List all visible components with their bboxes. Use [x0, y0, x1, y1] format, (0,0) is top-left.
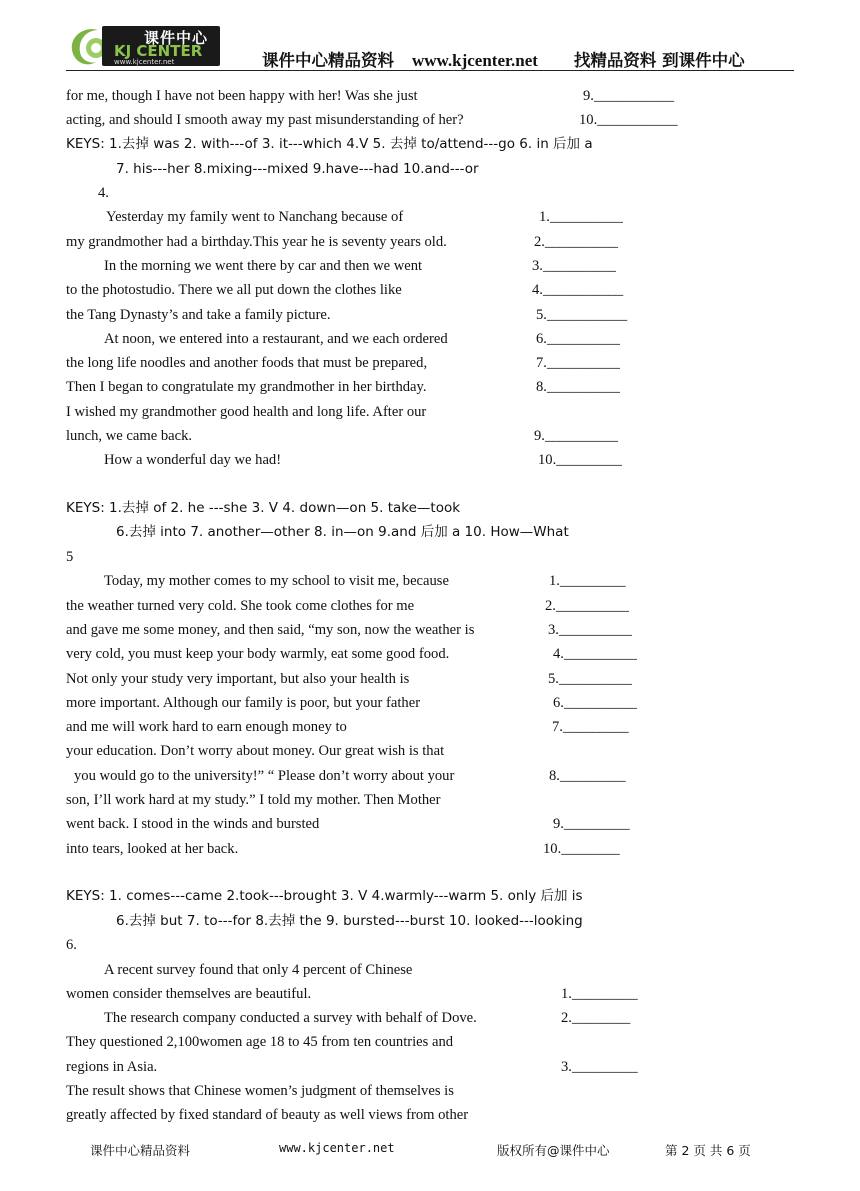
page-header: [66, 18, 794, 72]
answer-blank: 10.________: [543, 841, 620, 857]
text-line: acting, and should I smooth away my past misunderstanding of her?: [66, 112, 464, 128]
header-title-right: 找精品资料 到课件中心: [573, 51, 745, 70]
text-line: How a wonderful day we had!: [104, 452, 282, 468]
logo-en-text: KJ CENTER: [114, 42, 203, 60]
text-line: women consider themselves are beautiful.: [66, 986, 312, 1002]
keys-line: 6.去掉 into 7. another—other 8. in—on 9.and 后加 a 10. How—What: [116, 524, 569, 540]
text-line: into tears, looked at her back.: [66, 841, 239, 857]
footer-page-number: 第 2 页 共 6 页: [665, 1143, 751, 1158]
answer-blank: 3._________: [561, 1059, 638, 1075]
header-title: [262, 47, 745, 71]
answer-blank: 9.__________: [534, 428, 618, 444]
answer-blank: 10.___________: [579, 112, 678, 128]
text-line: The result shows that Chinese women’s judgment of themselves is: [66, 1083, 454, 1099]
text-line: They questioned 2,100women age 18 to 45 from ten countries and: [66, 1034, 454, 1050]
header-divider: [66, 70, 794, 71]
keys-line: 7. his---her 8.mixing---mixed 9.have---had 10.and---or: [116, 161, 479, 177]
text-line: I wished my grandmother good health and long life. After our: [66, 404, 427, 420]
answer-blank: 1._________: [561, 986, 638, 1002]
text-line: and gave me some money, and then said, “my son, now the weather is: [66, 622, 475, 638]
answer-blank: 3.__________: [548, 622, 632, 638]
text-line: greatly affected by fixed standard of beauty as well views from other: [66, 1107, 469, 1123]
answer-blank: 8._________: [549, 768, 626, 784]
answer-blank: 1._________: [549, 573, 626, 589]
answer-blank: 2.__________: [545, 598, 629, 614]
keys-line: 6.去掉 but 7. to---for 8.去掉 the 9. bursted---burst 10. looked---looking: [116, 913, 583, 929]
text-line: to the photostudio. There we all put down the clothes like: [66, 282, 402, 298]
answer-blank: 5.___________: [536, 307, 628, 323]
answer-blank: 4.__________: [553, 646, 637, 662]
footer-left: 课件中心精品资料: [90, 1143, 191, 1158]
text-line: my grandmother had a birthday.This year he is seventy years old.: [66, 234, 447, 250]
section-number: 6.: [66, 937, 77, 953]
text-line: At noon, we entered into a restaurant, and we each ordered: [104, 331, 448, 347]
logo-cn-text: 课件中心: [144, 29, 209, 47]
answer-blank: 8.__________: [536, 379, 620, 395]
text-line: lunch, we came back.: [66, 428, 193, 444]
keys-line: KEYS: 1.去掉 was 2. with---of 3. it---which 4.V 5. 去掉 to/attend---go 6. in 后加 a: [66, 136, 593, 152]
answer-blank: 3.__________: [532, 258, 616, 274]
answer-blank: 2.__________: [534, 234, 618, 250]
text-line: went back. I stood in the winds and bursted: [66, 816, 320, 832]
answer-blank: 10._________: [538, 452, 622, 468]
keys-line: KEYS: 1. comes---came 2.took---brought 3. V 4.warmly---warm 5. only 后加 is: [66, 888, 583, 904]
logo-url-text: www.kjcenter.net: [114, 58, 175, 66]
text-line: The research company conducted a survey with behalf of Dove.: [104, 1010, 477, 1026]
text-line: you would go to the university!” “ Please don’t worry about your: [74, 768, 455, 784]
text-line: for me, though I have not been happy with her! Was she just: [66, 88, 418, 104]
answer-blank: 9.___________: [583, 88, 675, 104]
answer-blank: 1.__________: [539, 209, 623, 225]
section-number: 4.: [98, 185, 109, 201]
section-number: 5: [66, 549, 74, 565]
text-line: Then I began to congratulate my grandmother in her birthday.: [66, 379, 427, 395]
text-line: Not only your study very important, but also your health is: [66, 671, 410, 687]
text-line: the weather turned very cold. She took come clothes for me: [66, 598, 415, 614]
header-title-left: 课件中心精品资料: [262, 51, 394, 70]
text-line: regions in Asia.: [66, 1059, 158, 1075]
kjcenter-logo: [66, 20, 222, 68]
text-line: A recent survey found that only 4 percent of Chinese: [104, 962, 413, 978]
text-line: your education. Don’t worry about money. Our great wish is that: [66, 743, 445, 759]
text-line: son, I’ll work hard at my study.” I told my mother. Then Mother: [66, 792, 441, 808]
text-line: more important. Although our family is poor, but your father: [66, 695, 421, 711]
text-line: the long life noodles and another foods that must be prepared,: [66, 355, 428, 371]
footer-url[interactable]: www.kjcenter.net: [279, 1141, 395, 1155]
text-line: Yesterday my family went to Nanchang because of: [106, 209, 404, 225]
text-line: In the morning we went there by car and then we went: [104, 258, 423, 274]
answer-blank: 6.__________: [553, 695, 637, 711]
text-line: and me will work hard to earn enough money to: [66, 719, 347, 735]
answer-blank: 6.__________: [536, 331, 620, 347]
answer-blank: 4.___________: [532, 282, 624, 298]
text-line: Today, my mother comes to my school to visit me, because: [104, 573, 449, 589]
text-line: very cold, you must keep your body warmly, eat some good food.: [66, 646, 450, 662]
text-line: the Tang Dynasty’s and take a family picture.: [66, 307, 331, 323]
header-title-url[interactable]: www.kjcenter.net: [412, 51, 538, 70]
answer-blank: 2.________: [561, 1010, 631, 1026]
answer-blank: 7._________: [552, 719, 629, 735]
answer-blank: 5.__________: [548, 671, 632, 687]
keys-line: KEYS: 1.去掉 of 2. he ---she 3. V 4. down—on 5. take—took: [66, 500, 461, 516]
footer-copyright: 版权所有@课件中心: [497, 1143, 610, 1158]
answer-blank: 7.__________: [536, 355, 620, 371]
answer-blank: 9._________: [553, 816, 630, 832]
